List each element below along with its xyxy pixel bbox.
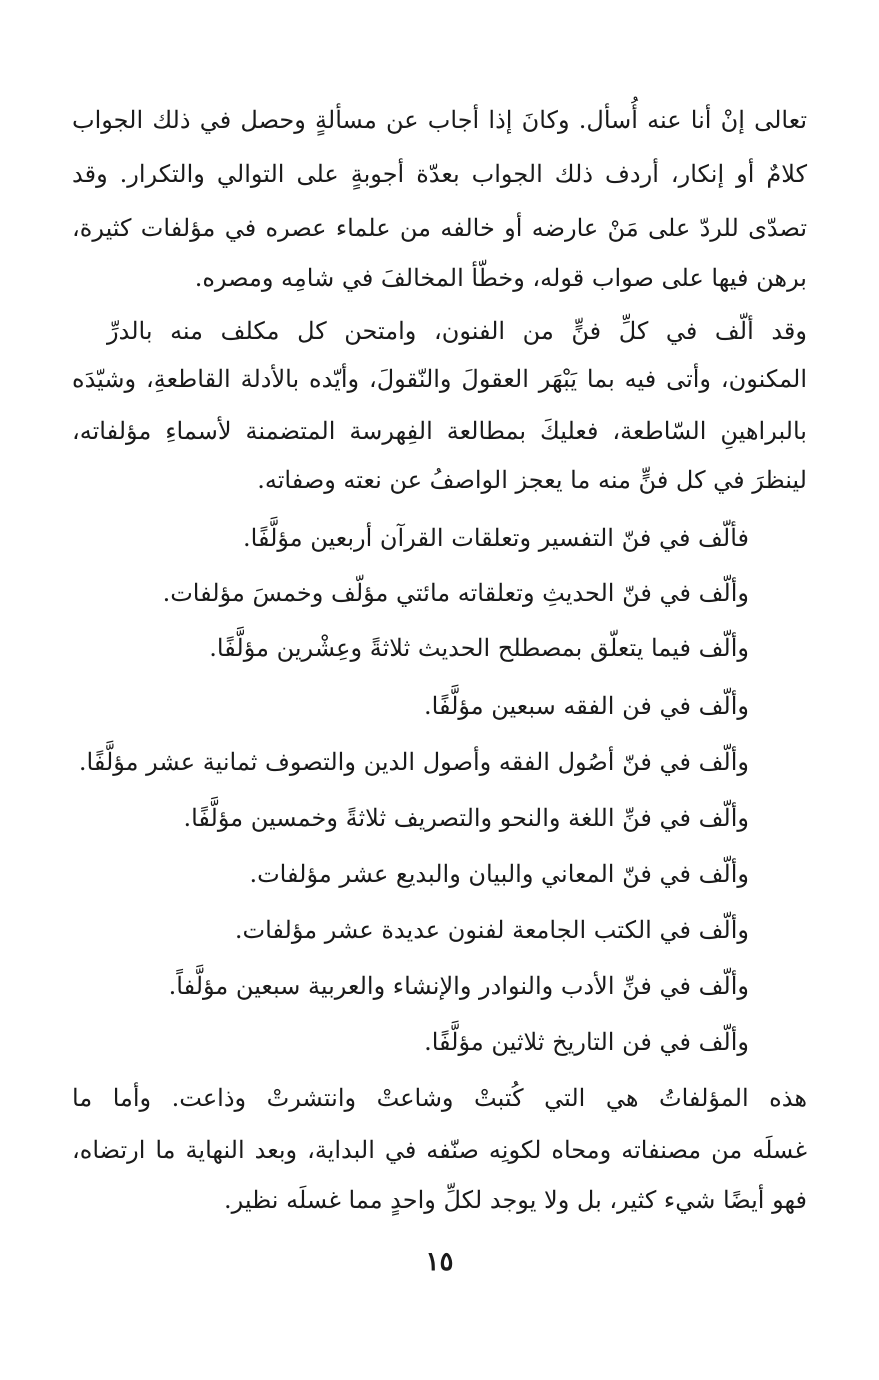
closing-paragraph-line-1: هذه المؤلفاتُ هي التي كُتبتْ وشاعتْ وانتشرتْ وذاعت. وأما ما <box>72 1084 807 1112</box>
closing-paragraph-line-3: فهو أيضًا شيء كثير، بل ولا يوجد لكلِّ واحدٍ مما غسلَه نظير. <box>224 1186 807 1214</box>
paragraph-1-line-1: تعالى إنْ أنا عنه أُسأل. وكانَ إذا أجاب عن مسألةٍ وحصل في ذلك الجواب <box>72 106 807 134</box>
paragraph-2-line-4: لينظرَ في كل فنٍّ منه ما يعجز الواصفُ عن نعته وصفاته. <box>257 466 807 494</box>
list-item: وألّف فيما يتعلّق بمصطلح الحديث ثلاثةً وعِشْرين مؤلَّفًا. <box>209 634 749 662</box>
page-number: ١٥ <box>425 1247 454 1277</box>
list-item: وألّف في فن التاريخ ثلاثين مؤلَّفًا. <box>424 1028 749 1056</box>
closing-paragraph-line-2: غسلَه من مصنفاته ومحاه لكونِه صنّفه في البداية، وبعد النهاية ما ارتضاه، <box>72 1136 807 1164</box>
list-item: وألّف في فنِّ اللغة والنحو والتصريف ثلاثةً وخمسين مؤلَّفًا. <box>183 804 749 832</box>
paragraph-2-line-2: المكنون، وأتى فيه بما يَبْهَر العقولَ والنّقولَ، وأيّده بالأدلة القاطعةِ، وشيّدَه <box>72 365 807 393</box>
list-item: وألّف في فنّ أصُول الفقه وأصول الدين والتصوف ثمانية عشر مؤلَّفًا. <box>78 748 749 776</box>
list-item: وألّف في فنّ الحديثِ وتعلقاته مائتي مؤلّف وخمسَ مؤلفات. <box>162 579 749 607</box>
paragraph-2-line-1: وقد ألّف في كلِّ فنٍّ من الفنون، وامتحن كل مكلف منه بالدرِّ <box>107 317 807 345</box>
list-item: فألّف في فنّ التفسير وتعلقات القرآن أربعين مؤلَّفًا. <box>243 524 749 552</box>
list-item: وألّف في فنِّ الأدب والنوادر والإنشاء والعربية سبعين مؤلَّفاً. <box>168 972 749 1000</box>
paragraph-1-line-4: برهن فيها على صواب قوله، وخطّأ المخالفَ في شامِه ومصره. <box>194 264 807 292</box>
list-item: وألّف في الكتب الجامعة لفنون عديدة عشر مؤلفات. <box>234 916 749 944</box>
list-item: وألّف في فن الفقه سبعين مؤلَّفًا. <box>424 692 749 720</box>
paragraph-1-line-3: تصدّى للردّ على مَنْ عارضه أو خالفه من علماء عصره في مؤلفات كثيرة، <box>72 214 807 242</box>
list-item: وألّف في فنّ المعاني والبيان والبديع عشر مؤلفات. <box>249 860 749 888</box>
paragraph-2-line-3: بالبراهينِ السّاطعة، فعليكَ بمطالعة الفِهرسة المتضمنة لأسماءِ مؤلفاته، <box>72 417 807 445</box>
paragraph-1-line-2: كلامٌ أو إنكار، أردف ذلك الجواب بعدّة أجوبةٍ على التوالي والتكرار. وقد <box>72 160 807 188</box>
